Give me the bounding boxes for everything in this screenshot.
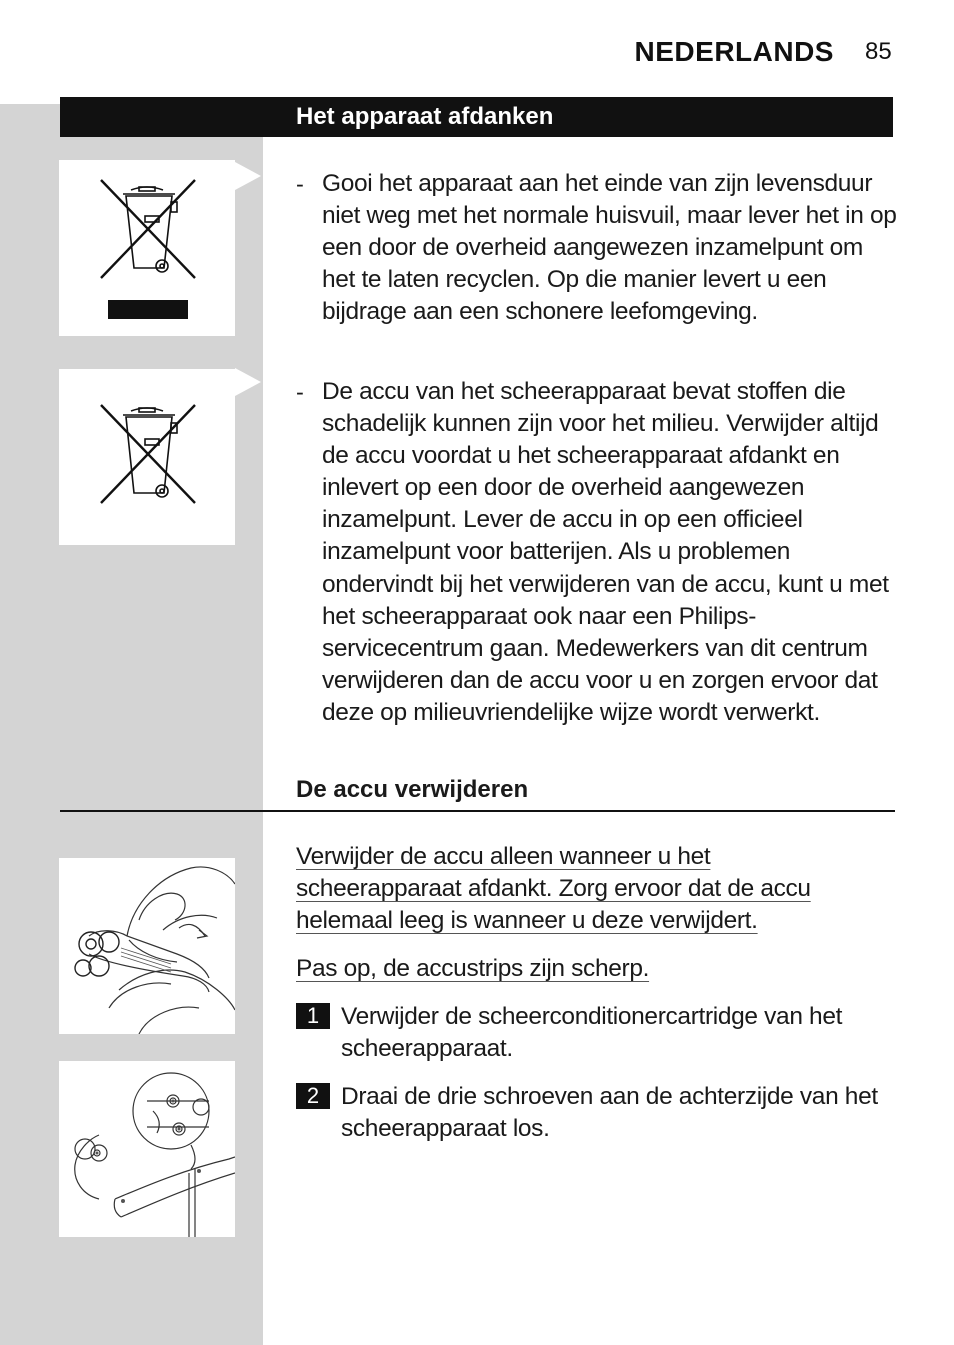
step-number-badge: 2	[296, 1083, 330, 1109]
section-divider	[60, 810, 895, 812]
battery-warning-2	[296, 953, 881, 985]
image-pointer	[235, 368, 261, 396]
warning-text: Pas op, de accustrips zijn scherp.	[296, 955, 650, 982]
warning-text: Verwijder de accu alleen wanneer u het scheerapparaat afdankt. Zorg ervoor dat de accu helemaal leeg is wanneer u deze verwijdert.	[296, 843, 811, 935]
crossed-out-wheelie-bin-icon	[59, 160, 235, 336]
section-title: Het apparaat afdanken	[296, 103, 554, 130]
step-text: Draai de drie schroeven aan de achterzijde van het scheerapparaat los.	[341, 1083, 878, 1143]
hands-removing-cartridge-illustration	[59, 858, 235, 1034]
shaver-back-screws-illustration	[59, 1061, 235, 1237]
step-number-badge: 1	[296, 1003, 330, 1029]
battery-warning-1	[296, 841, 881, 937]
crossed-out-wheelie-bin-icon	[59, 369, 235, 545]
section-title-bar	[60, 97, 893, 137]
disposal-paragraph-2: De accu van het scheerapparaat bevat stoffen die schadelijk kunnen zijn voor het milieu. Verwijder altijd de accu voordat u het scheerapparaat afdankt en inlevert op een door de overheid aangewezen inzamelpunt. Lever de accu in op een officieel inzamelpunt voor batterijen. Als u problemen ondervindt bij het verwijderen van de accu, kunt u met het scheerapparaat ook naar een Philips-servicecentrum gaan. Medewerkers van dit centrum verwijderen dan de accu voor u en zorgen ervoor dat deze op milieuvriendelijke wijze wordt verwerkt.	[322, 378, 889, 726]
battery-section-title: De accu verwijderen	[296, 776, 529, 803]
bullet-marker: -	[296, 379, 304, 405]
language-header: NEDERLANDS	[634, 36, 834, 67]
disposal-paragraph-1: Gooi het apparaat aan het einde van zijn levensduur niet weg met het normale huisvuil, maar lever het in op een door de overheid aangewezen inzamelpunt om het te laten recyclen. Op die manier levert u een bijdrage aan een schonere leefomgeving.	[322, 170, 897, 326]
bullet-marker: -	[296, 171, 304, 197]
image-pointer	[235, 162, 261, 190]
step-text: Verwijder de scheerconditionercartridge van het scheerapparaat.	[341, 1003, 843, 1063]
page-number: 85	[865, 38, 892, 65]
